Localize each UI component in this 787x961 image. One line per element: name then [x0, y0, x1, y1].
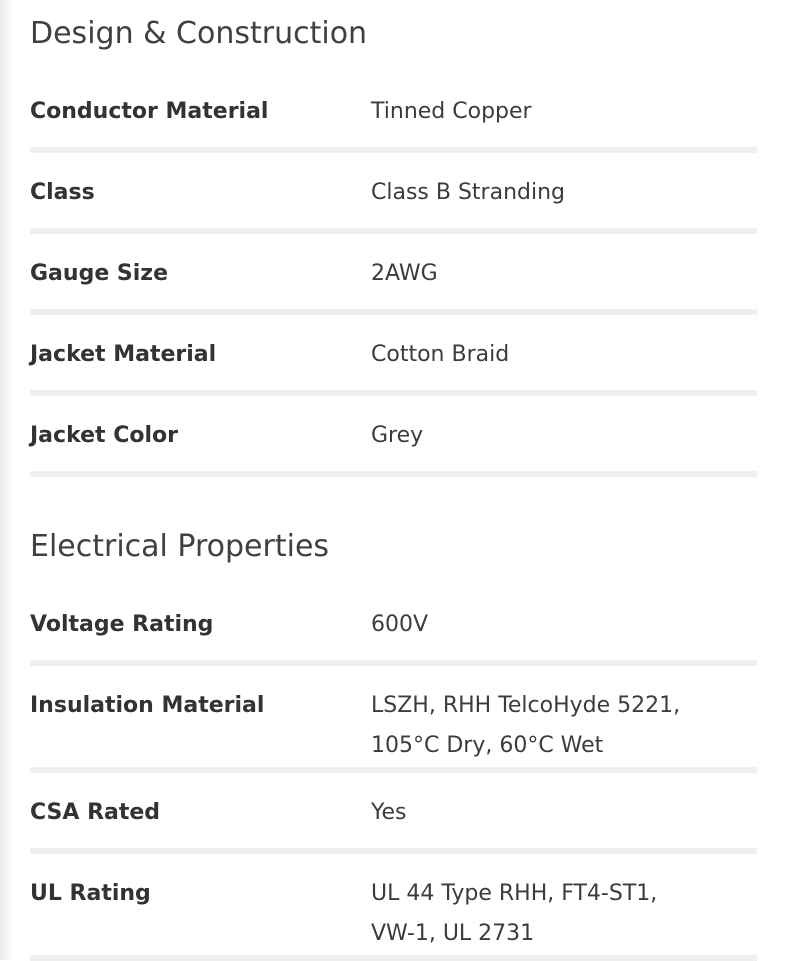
spec-row-voltage-rating	[30, 585, 757, 666]
spec-row-conductor-material	[30, 72, 757, 153]
section-title-electrical-properties: Electrical Properties	[30, 529, 330, 564]
spec-value: Grey	[371, 423, 424, 448]
spec-row-class	[30, 153, 757, 234]
spec-label: Insulation Material	[30, 693, 265, 718]
spec-row-csa-rated	[30, 773, 757, 854]
spec-row-gauge-size	[30, 234, 757, 315]
spec-value-line: 105°C Dry, 60°C Wet	[371, 733, 604, 758]
spec-label: Gauge Size	[30, 261, 169, 286]
spec-value: Yes	[371, 800, 407, 825]
spec-row-jacket-color	[30, 396, 757, 477]
spec-label: UL Rating	[30, 881, 151, 906]
spec-label: Jacket Color	[30, 423, 178, 448]
spec-label: CSA Rated	[30, 800, 161, 825]
spec-value	[371, 874, 757, 955]
spec-value	[371, 686, 757, 767]
spec-label: Jacket Material	[30, 342, 217, 367]
spec-row-ul-rating	[30, 854, 757, 961]
spec-value: 2AWG	[371, 261, 438, 286]
spec-value: 600V	[371, 612, 429, 637]
spec-value: Tinned Copper	[371, 99, 532, 124]
spec-row-jacket-material	[30, 315, 757, 396]
section-title-design-construction: Design & Construction	[30, 16, 368, 51]
spec-table-design-construction	[30, 72, 757, 477]
spec-value-line: LSZH, RHH TelcoHyde 5221,	[371, 693, 681, 718]
spec-value-line: VW-1, UL 2731	[371, 921, 535, 946]
spec-value: Class B Stranding	[371, 180, 566, 205]
spec-row-insulation-material	[30, 666, 757, 773]
spec-value: Cotton Braid	[371, 342, 510, 367]
spec-label: Conductor Material	[30, 99, 269, 124]
spec-label: Voltage Rating	[30, 612, 214, 637]
spec-label: Class	[30, 180, 95, 205]
spec-table-electrical-properties	[30, 585, 757, 961]
spec-value-line: UL 44 Type RHH, FT4-ST1,	[371, 881, 658, 906]
left-edge-shadow	[0, 0, 14, 960]
